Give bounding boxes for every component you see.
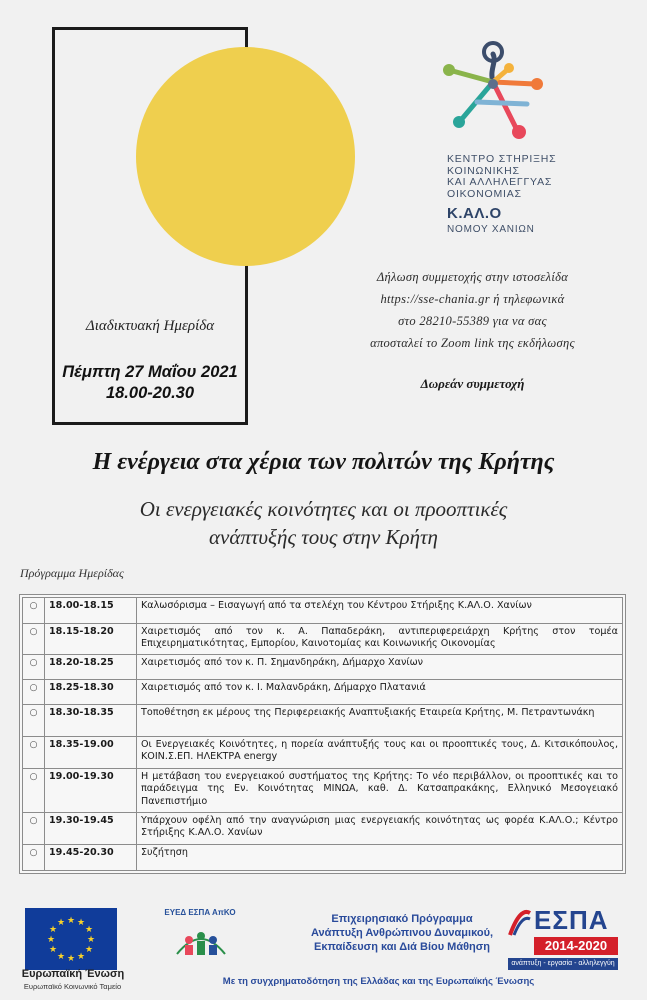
program-label: Πρόγραμμα Ημερίδας: [20, 566, 124, 580]
slot-description: Χαιρετισμός από τον κ. Ι. Μαλανδράκη, Δήμαρχο Πλατανιά: [137, 680, 623, 705]
bullet-icon: ○: [23, 813, 45, 845]
svg-text:★: ★: [84, 945, 94, 955]
svg-text:★: ★: [48, 925, 58, 935]
program-table: [19, 594, 626, 874]
espa-years: 2014-2020: [534, 937, 618, 955]
event-date: Πέμπτη 27 Μαΐου 2021: [62, 363, 238, 381]
registration-link[interactable]: https://sse-chania.gr ή τηλεφωνικά: [380, 292, 565, 306]
slot-description: Υπάρχουν οφέλη από την αναγνώριση μιας ενεργειακής κοινότητας ως φορέα Κ.ΑΛ.Ο.; Κέντρο Στήριξης Κ.ΑΛ.Ο. Χανίων: [137, 813, 623, 845]
bullet-icon: ○: [23, 737, 45, 769]
organizer-brand: Κ.ΑΛ.Ο: [447, 205, 502, 222]
table-row: [23, 845, 623, 871]
slot-description: Οι Ενεργειακές Κοινότητες, η πορεία ανάπτυξής τους και οι προοπτικές τους, Δ. Κιτσικόπουλος, ΚΟΙΝ.Σ.ΕΠ. ΗΛΕΚΤΡΑ energy: [137, 737, 623, 769]
espa-tagline: ανάπτυξη - εργασία - αλληλεγγύη: [508, 958, 618, 970]
table-row: [23, 769, 623, 813]
slot-description: Η μετάβαση του ενεργειακού συστήματος της Κρήτης: Το νέο περιβάλλον, οι προοπτικές και το παράδειγμα της Εν. Κοινότητας ΜΙΝΩΑ, καθ. Δ. Κατσαπρακάκης, Ελληνικό Μεσογειακό Πανεπιστήμιο: [137, 769, 623, 813]
svg-text:★: ★: [56, 952, 66, 962]
table-row: [23, 598, 623, 624]
bullet-icon: ○: [23, 769, 45, 813]
bullet-icon: ○: [23, 655, 45, 680]
svg-text:★: ★: [66, 916, 76, 926]
registration-info: Δήλωση συμμετοχής στην ιστοσελίδα https://sse-chania.gr ή τηλεφωνικά στο 28210-55389 για να σας αποσταλεί το Zoom link της εκδήλωσης: [320, 266, 625, 354]
svg-text:★: ★: [76, 918, 86, 928]
table-row: [23, 655, 623, 680]
slot-time: 19.00-19.30: [45, 769, 137, 813]
svg-text:★: ★: [84, 925, 94, 935]
bullet-icon: ○: [23, 705, 45, 737]
bullet-icon: ○: [23, 680, 45, 705]
eyed-title: ΕΥΕΔ ΕΣΠΑ ΑπΚΟ: [164, 908, 236, 917]
slot-description: Τοποθέτηση εκ μέρους της Περιφερειακής Αναπτυξιακής Εταιρεία Κρήτης, Μ. Πετραντωνάκη: [137, 705, 623, 737]
subtitle: Οι ενεργειακές κοινότητες και οι προοπτικές ανάπτυξής τους στην Κρήτη: [139, 497, 508, 549]
slot-time: 18.20-18.25: [45, 655, 137, 680]
organizer-region: ΝΟΜΟΥ ΧΑΝΙΩΝ: [447, 224, 535, 235]
table-row: [23, 737, 623, 769]
svg-text:★: ★: [56, 918, 66, 928]
network-people-icon: [431, 40, 561, 152]
bullet-icon: ○: [23, 845, 45, 871]
slot-time: 19.45-20.30: [45, 845, 137, 871]
table-row: [23, 813, 623, 845]
slot-time: 18.35-19.00: [45, 737, 137, 769]
event-type: Διαδικτυακή Ημερίδα: [85, 318, 215, 334]
slot-time: 18.00-18.15: [45, 598, 137, 624]
slot-time: 18.25-18.30: [45, 680, 137, 705]
bullet-icon: ○: [23, 624, 45, 655]
eyed-people-icon: [173, 920, 229, 960]
event-time: 18.00-20.30: [105, 384, 195, 402]
table-row: [23, 624, 623, 655]
svg-text:★: ★: [66, 954, 76, 964]
operational-programme: Επιχειρησιακό Πρόγραμμα Ανάπτυξη Ανθρώπινου Δυναμικού, Εκπαίδευση και Διά Βίου Μάθηση: [310, 913, 494, 953]
slot-description: Συζήτηση: [137, 845, 623, 871]
svg-text:★: ★: [46, 935, 56, 945]
organizer-name: ΚΕΝΤΡΟ ΣΤΗΡΙΞΗΣ ΚΟΙΝΩΝΙΚΗΣ ΚΑΙ ΑΛΛΗΛΕΓΓΥΑΣ ΟΙΚΟΝΟΜΙΑΣ: [447, 153, 557, 200]
svg-text:★: ★: [76, 952, 86, 962]
slot-description: Χαιρετισμός από τον κ. Α. Παπαδεράκη, αντιπεριφερειάρχη Κρήτης στον τομέα Επιχειρηματικότητας, Εμπορίου, Καινοτομίας και Κοινωνικής Οικονομίας: [137, 624, 623, 655]
svg-text:★: ★: [48, 945, 58, 955]
free-participation: Δωρεάν συμμετοχή: [420, 376, 525, 391]
bullet-icon: ○: [23, 598, 45, 624]
event-datetime: [52, 362, 248, 404]
eu-fund: Ευρωπαϊκό Κοινωνικό Ταμείο: [23, 982, 122, 991]
eu-title: Ευρωπαϊκή Ένωση: [21, 968, 125, 980]
espa-stripes-icon: [508, 907, 532, 937]
espa-logo: [508, 905, 618, 975]
slot-time: 18.30-18.35: [45, 705, 137, 737]
slot-description: Καλωσόρισμα – Εισαγωγή από τα στελέχη του Κέντρου Στήριξης Κ.ΑΛ.Ο. Χανίων: [137, 598, 623, 624]
table-row: [23, 680, 623, 705]
slot-time: 19.30-19.45: [45, 813, 137, 845]
cofunding-note: Με τη συγχρηματοδότηση της Ελλάδας και της Ευρωπαϊκής Ένωσης: [222, 976, 535, 987]
slot-description: Χαιρετισμός από τον κ. Π. Σημανδηράκη, Δήμαρχο Χανίων: [137, 655, 623, 680]
slot-time: 18.15-18.20: [45, 624, 137, 655]
eu-flag-icon: [25, 908, 117, 970]
svg-text:★: ★: [86, 935, 96, 945]
main-title: Η ενέργεια στα χέρια των πολιτών της Κρήτης: [92, 449, 555, 475]
table-row: [23, 705, 623, 737]
yellow-sun-circle: [136, 47, 355, 266]
espa-word: ΕΣΠΑ: [534, 905, 609, 935]
